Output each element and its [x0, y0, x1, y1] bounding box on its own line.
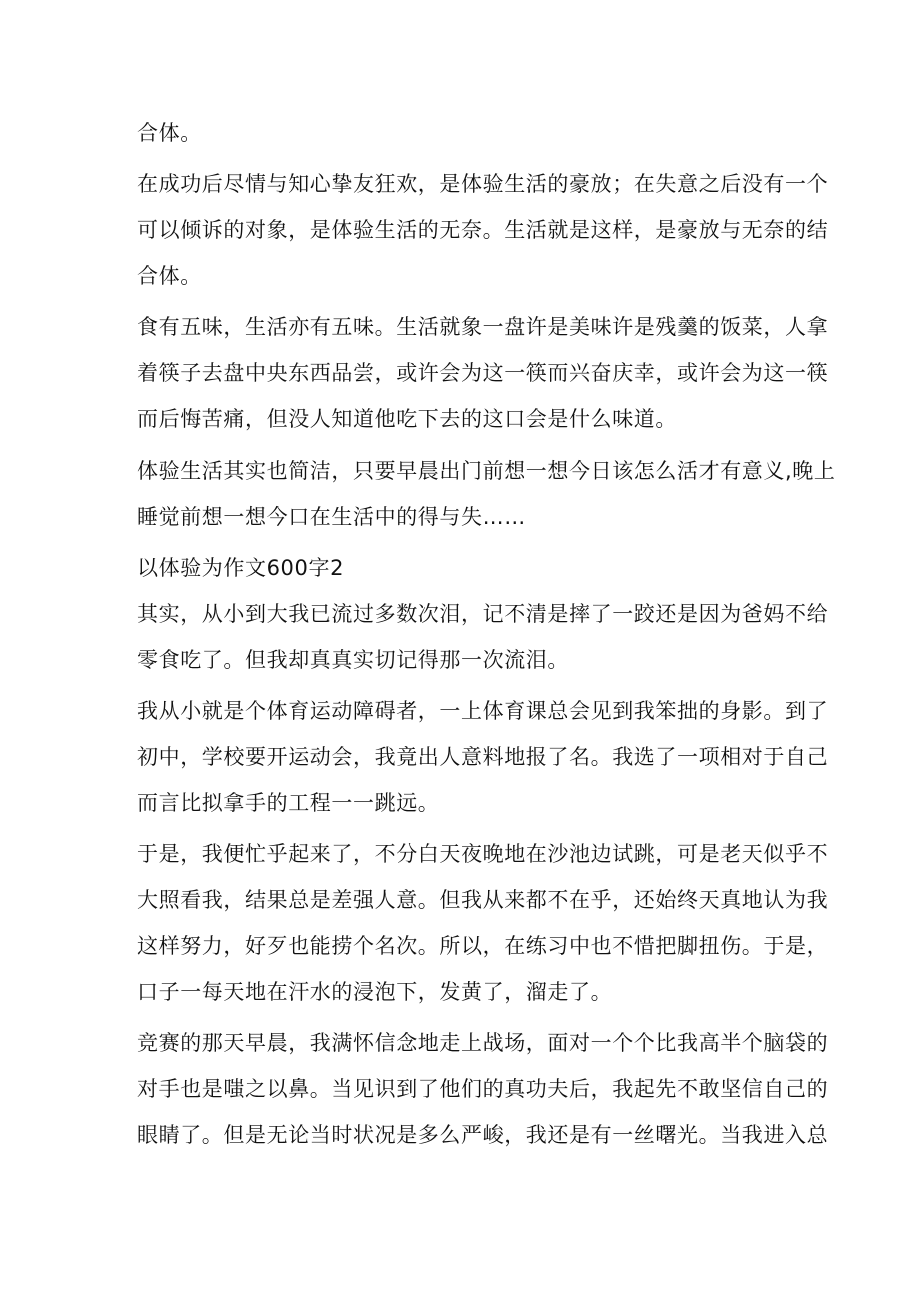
section-heading: 以体验为作文600字2 — [137, 556, 345, 580]
text-line: 而言比拟拿手的工程一一跳远。 — [137, 791, 440, 815]
text-line: 合体。 — [137, 264, 202, 288]
text-line: 这样努力，好歹也能捞个名次。所以，在练习中也不惜把脚扭伤。于是， — [137, 934, 829, 958]
text-line: 而后悔苦痛，但没人知道他吃下去的这口会是什么味道。 — [137, 407, 677, 431]
text-line: 于是，我便忙乎起来了，不分白天夜晚地在沙池边试跳，可是老天似乎不 — [137, 842, 829, 866]
text-line: 睡觉前想一想今口在生活中的得与失…… — [137, 505, 526, 529]
text-line: 可以倾诉的对象，是体验生活的无奈。生活就是这样，是豪放与无奈的结 — [137, 218, 829, 242]
text-line: 眼睛了。但是无论当时状况是多么严峻，我还是有一丝曙光。当我进入总 — [137, 1123, 829, 1147]
text-line: 口子一每天地在汗水的浸泡下，发黄了，溜走了。 — [137, 980, 613, 1004]
text-line: 初中，学校要开运动会，我竟出人意料地报了名。我选了一项相对于自己 — [137, 745, 829, 769]
text-line: 零食吃了。但我却真真实切记得那一次流泪。 — [137, 648, 569, 672]
text-line: 我从小就是个体育运动障碍者，一上体育课总会见到我笨拙的身影。到了 — [137, 699, 829, 723]
text-line: 大照看我，结果总是差强人意。但我从来都不在乎，还始终天真地认为我 — [137, 888, 829, 912]
text-line: 合体。 — [137, 121, 202, 145]
text-line: 对手也是嗤之以鼻。当见识到了他们的真功夫后，我起先不敢坚信自己的 — [137, 1077, 829, 1101]
text-line: 在成功后尽情与知心挚友狂欢，是体验生活的豪放；在失意之后没有一个 — [137, 172, 829, 196]
text-line: 竞赛的那天早晨，我满怀信念地走上战场，面对一个个比我高半个脑袋的 — [137, 1031, 829, 1055]
text-line: 食有五味，生活亦有五味。生活就象一盘许是美味许是残羹的饭菜，人拿 — [137, 315, 829, 339]
text-line: 其实，从小到大我已流过多数次泪，记不清是摔了一跤还是因为爸妈不给 — [137, 602, 829, 626]
text-line: 体验生活其实也简洁，只要早晨出门前想一想今日该怎么活才有意义,晚上 — [137, 459, 836, 483]
text-line: 着筷子去盘中央东西品尝，或许会为这一筷而兴奋庆幸，或许会为这一筷 — [137, 361, 829, 385]
